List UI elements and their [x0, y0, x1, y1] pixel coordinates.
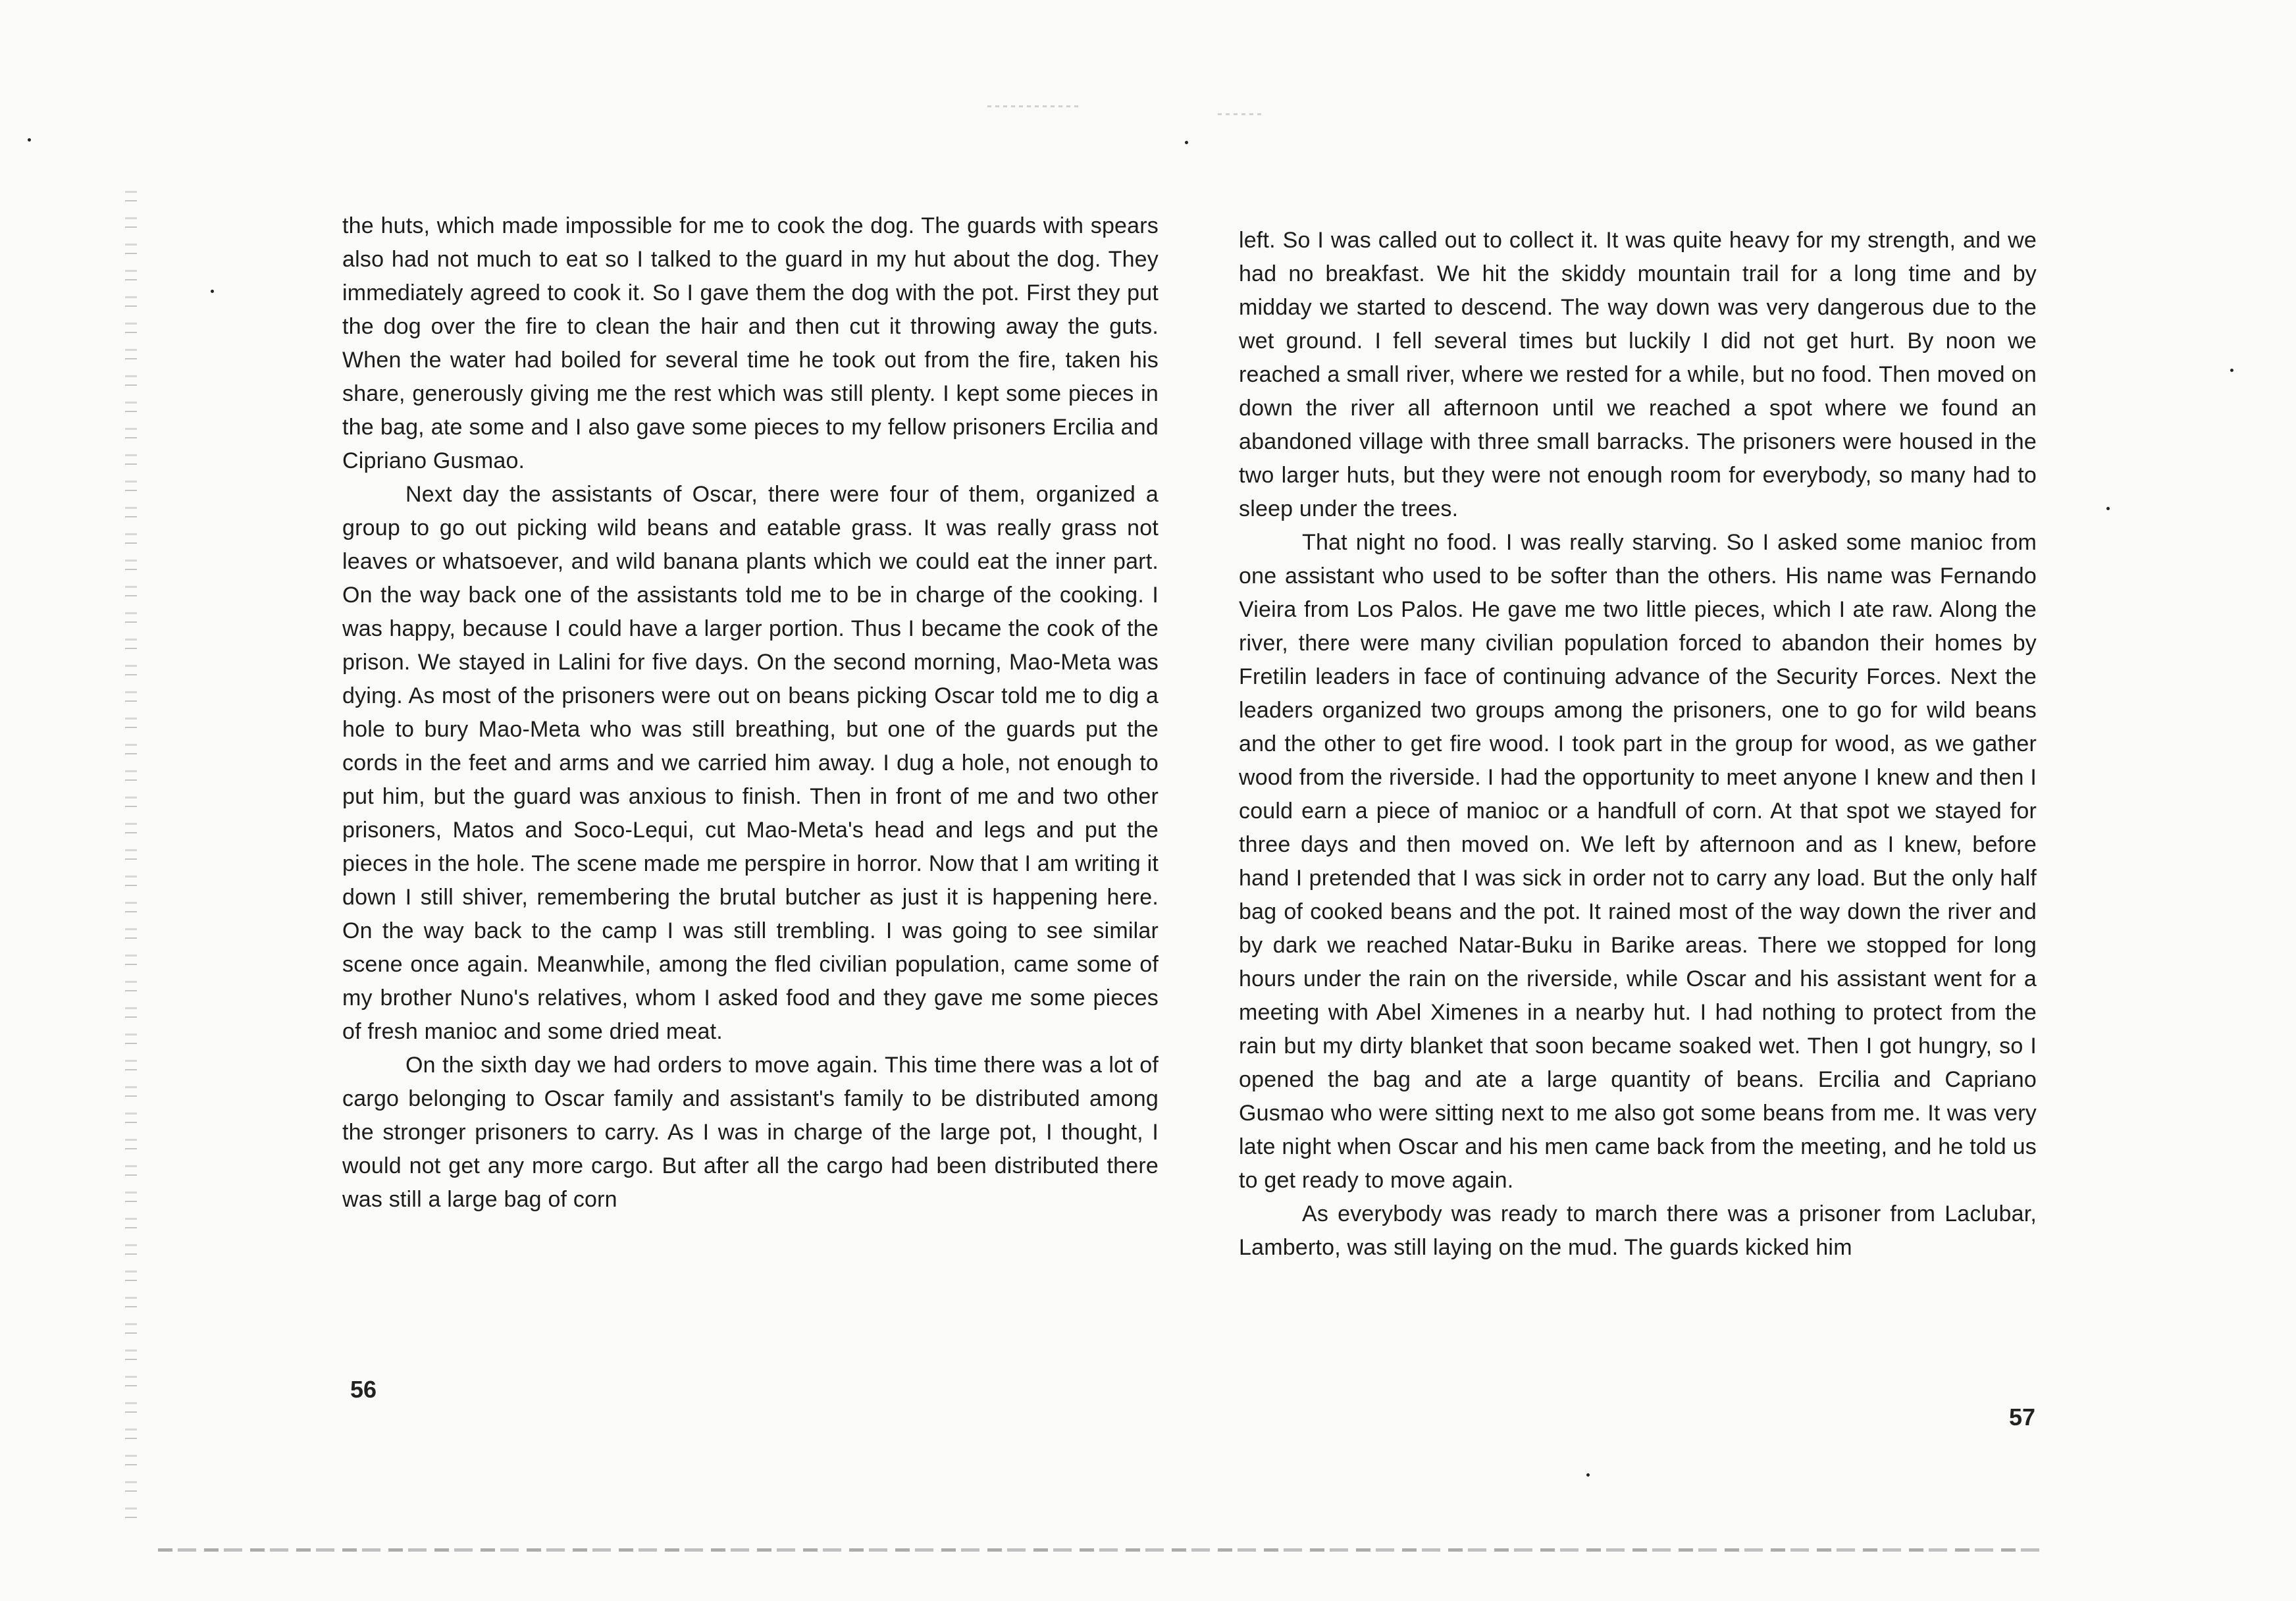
right-page-body: [1239, 224, 2037, 1265]
left-page-body: [342, 209, 1159, 1217]
paragraph: As everybody was ready to march there was a prisoner from Laclubar, Lamberto, was still laying on the mud. The guards kicked him: [1239, 1201, 2037, 1260]
scan-speck: [2106, 507, 2110, 510]
paragraph: left. So I was called out to collect it. It was quite heavy for my strength, and we had no breakfast. We hit the skiddy mountain trail for a long time and by midday we started to descend. The way down was very dangerous due to the wet ground. I fell several times but luckily I did not get hurt. By noon we reached a small river, where we rested for a while, but no food. Then moved on down the river all afternoon until we reached a spot where we found an abandoned village with three small barracks. The prisoners were housed in the two larger huts, but they were not enough room for everybody, so many had to sleep under the trees.: [1239, 228, 2037, 521]
scan-top-smudge: [1218, 113, 1264, 115]
scan-speck: [1185, 141, 1188, 144]
scan-speck: [1586, 1473, 1590, 1477]
scan-speck: [2230, 369, 2233, 372]
paragraph: the huts, which made impossible for me to cook the dog. The guards with spears also had not much to eat so I talked to the guard in my hut about the dog. They immediately agreed to cook it. So I gave them the dog with the pot. First they put the dog over the fire to clean the hair and then cut it throwing away the guts. When the water had boiled for several time he took out from the fire, taken his share, generously giving me the rest which was still plenty. I kept some pieces in the bag, ate some and I also gave some pieces to my fellow prisoners Ercilia and Cipriano Gusmao.: [342, 213, 1159, 473]
scan-speck: [211, 290, 214, 293]
page-number-right: 57: [2009, 1404, 2036, 1430]
scan-bottom-edge: [158, 1548, 2041, 1552]
scan-speck: [28, 138, 31, 142]
paragraph: Next day the assistants of Oscar, there were four of them, organized a group to go out picking wild beans and eatable grass. It was really grass not leaves or whatsoever, and wild banana plants which we could eat the inner part. On the way back one of the assistants told me to be in charge of the cooking. I was happy, because I could have a larger portion. Thus I became the cook of the prison. We stayed in Lalini for five days. On the second morning, Mao-Meta was dying. As most of the prisoners were out on beans picking Oscar told me to dig a hole to bury Mao-Meta who was still breathing, but one of the guards put the cords in the feet and arms and we carried him away. I dug a hole, not enough to put him, but the guard was anxious to finish. Then in front of me and two other prisoners, Matos and Soco-Lequi, cut Mao-Meta's head and legs and put the pieces in the hole. The scene made me perspire in horror. Now that I am writing it down I still shiver, remembering the brutal butcher as just it is happening here. On the way back to the camp I was still trembling. I was going to see similar scene once again. Meanwhile, among the fled civilian population, came some of my brother Nuno's relatives, whom I asked food and they gave me some pieces of fresh manioc and some dried meat.: [342, 482, 1159, 1044]
paragraph: That night no food. I was really starving. So I asked some manioc from one assistant who used to be softer than the others. His name was Fernando Vieira from Los Palos. He gave me two little pieces, which I ate raw. Along the river, there were many civilian population forced to abandon their homes by Fretilin leaders in face of continuing advance of the Security Forces. Next the leaders organized two groups among the prisoners, one to go for wild beans and the other to get fire wood. I took part in the group for wood, as we gather wood from the riverside. I had the opportunity to meet anyone I knew and then I could earn a piece of manioc or a handfull of corn. At that spot we stayed for three days and then moved on. We left by afternoon and as I knew, before hand I pretended that I was sick in order not to carry any load. But the only half bag of cooked beans and the pot. It rained most of the way down the river and by dark we reached Natar-Buku in Barike areas. There we stopped for long hours under the rain on the riverside, while Oscar and his assistant went for a meeting with Abel Ximenes in a nearby hut. I had nothing to protect from the rain but my dirty blanket that soon became soaked wet. Then I got hungry, so I opened the bag and ate a large quantity of beans. Ercilia and Capriano Gusmao who were sitting next to me also got some beans from me. It was very late night when Oscar and his men came back from the meeting, and he told us to get ready to move again.: [1239, 530, 2037, 1193]
paragraph: On the sixth day we had orders to move again. This time there was a lot of cargo belonging to Oscar family and assistant's family to be distributed among the stronger prisoners to carry. As I was in charge of the large pot, I thought, I would not get any more cargo. But after all the cargo had been distributed there was still a large bag of corn: [342, 1053, 1159, 1212]
scan-top-smudge: [987, 105, 1080, 107]
page-number-left: 56: [350, 1376, 377, 1403]
scan-binding-edge: [125, 191, 137, 1521]
